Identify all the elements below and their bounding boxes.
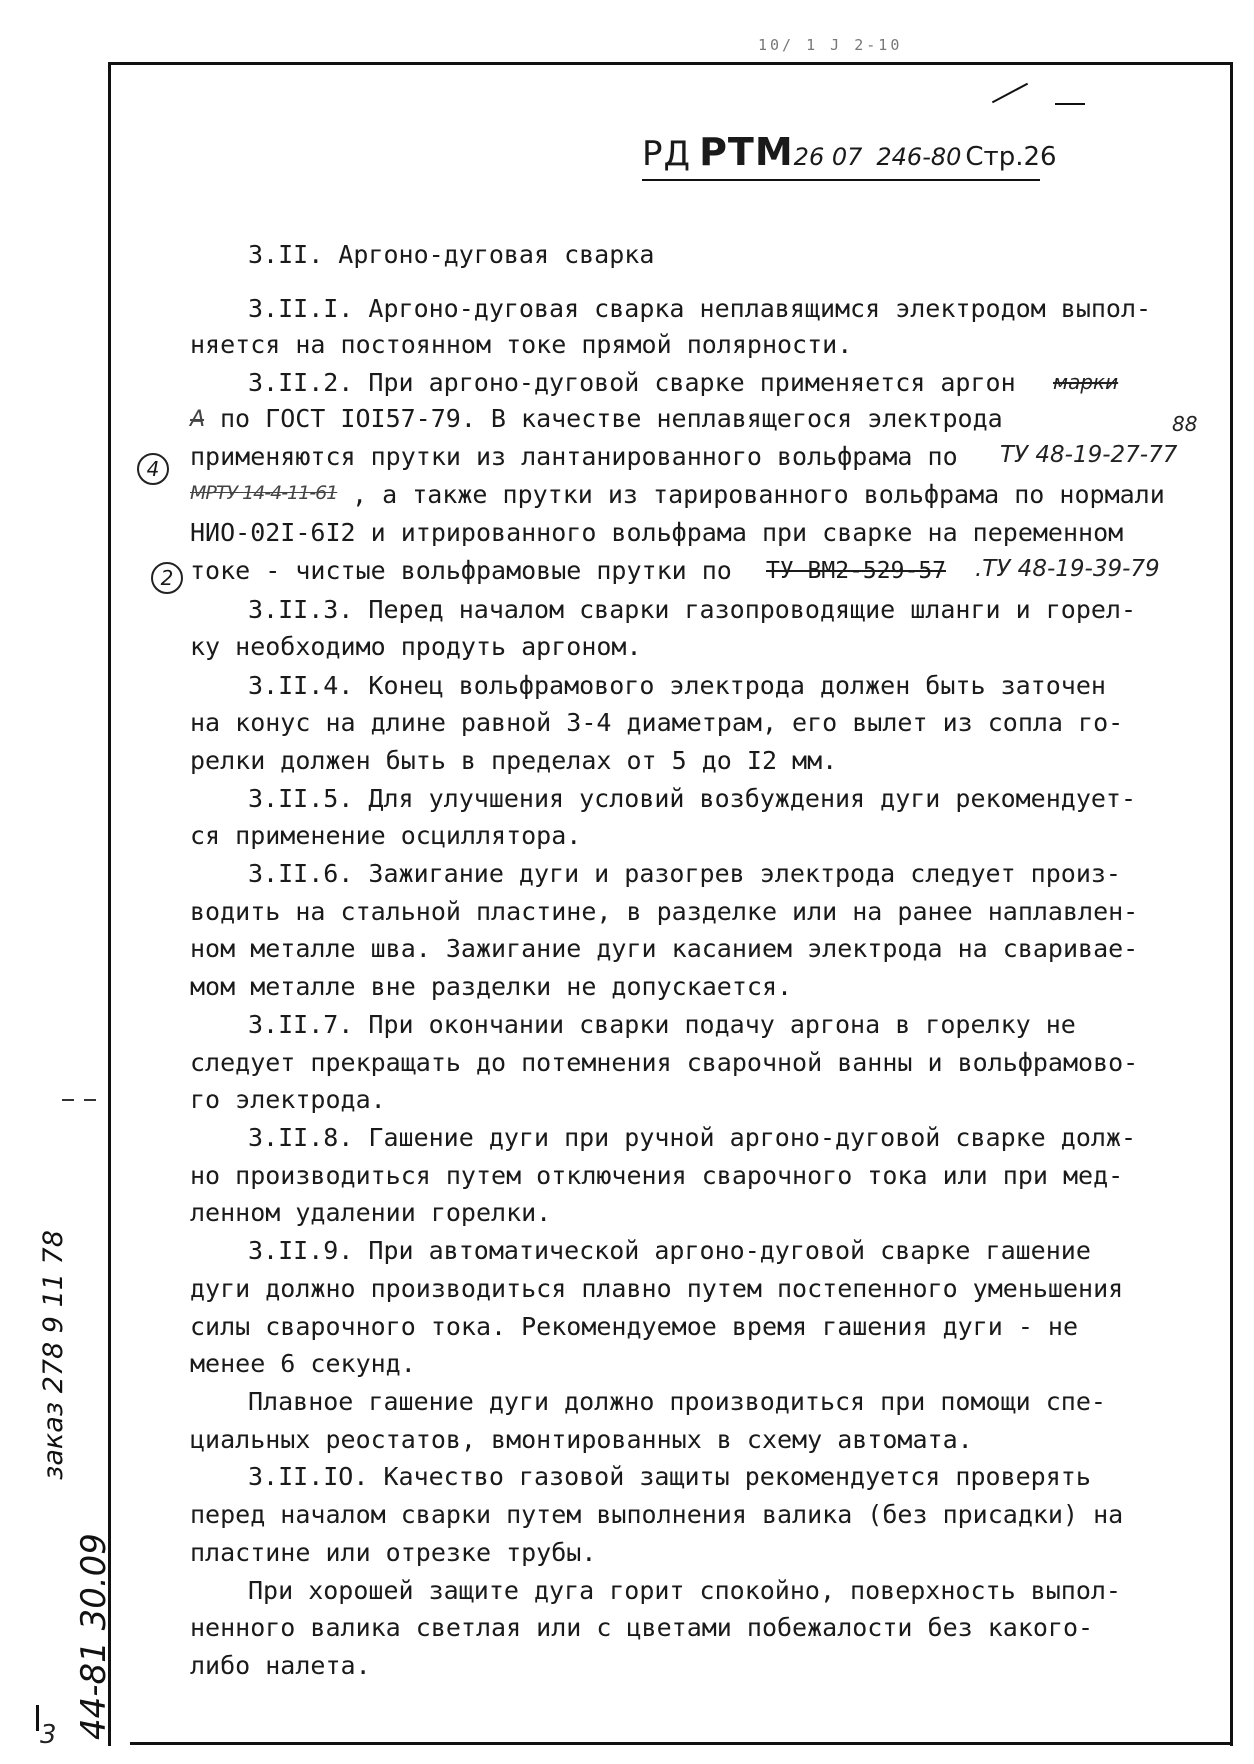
text-line: 3.II.6. Зажигание дуги и разогрев электрода следует произ-	[248, 859, 1121, 888]
struck-handwriting: марки	[1053, 370, 1119, 394]
header-doc-num-2: 246-80	[876, 143, 962, 171]
text-line: , а также прутки из тарированного вольфрама по нормали	[352, 480, 1165, 509]
text-line: 3.II.8. Гашение дуги при ручной аргоно-дуговой сварке долж-	[248, 1123, 1137, 1152]
pen-mark	[1055, 103, 1085, 105]
text-line: по ГОСТ IOI57-79. В качестве неплавящегося электрода	[220, 404, 1003, 433]
margin-stroke	[36, 1705, 39, 1731]
page-border-bottom	[130, 1742, 1233, 1745]
text-line: перед началом сварки путем выполнения валика (без присадки) на	[190, 1500, 1124, 1529]
text-line: водить на стальной пластине, в разделке или на ранее наплавлен-	[190, 897, 1139, 926]
text-line: либо налета.	[190, 1651, 371, 1680]
stray-mark	[62, 1099, 74, 1101]
text-line: 3.II.2. При аргоно-дуговой сварке применяется аргон	[248, 368, 1016, 397]
text-line: ном металле шва. Зажигание дуги касанием электрода на свариваe-	[190, 934, 1139, 963]
text-line: циальных реостатов, вмонтированных в схему автомата.	[190, 1425, 973, 1454]
text-line: ненного валика светлая или с цветами побежалости без какого-	[190, 1613, 1094, 1642]
stray-mark	[84, 1099, 96, 1101]
text-line: 3.II.IO. Качество газовой защиты рекомендуется проверять	[248, 1462, 1091, 1491]
header-rd: РД	[642, 134, 692, 174]
archive-code: 10/ 1 J 2-10	[758, 36, 903, 54]
text-line: Плавное гашение дуги должно производиться при помощи спе-	[248, 1387, 1106, 1416]
revision-circle: 4	[137, 453, 169, 485]
struck-handwriting: МРТУ 14-4-11-61	[190, 482, 338, 504]
text-line: мом металле вне разделки не допускается.	[190, 972, 793, 1001]
header-doc-num-1: 26 07	[793, 143, 863, 171]
text-line: токе - чистые вольфрамовые прутки по	[190, 556, 732, 585]
handwritten-tu: .ТУ 48-19-39-79	[975, 556, 1160, 582]
section-heading: 3.II. Аргоно-дуговая сварка	[248, 240, 655, 269]
header-rtm: РТМ	[699, 130, 794, 174]
margin-note-vertical: 44-81 30.09	[74, 1533, 114, 1740]
text-line: 3.II.9. При автоматической аргоно-дуговой сварке гашение	[248, 1236, 1091, 1265]
margin-note: 3	[40, 1720, 57, 1750]
struck-tu: ТУ ВМ2-529-57	[766, 558, 947, 584]
text-line: НИО-02I-6I2 и итрированного вольфрама при сварке на переменном	[190, 518, 1124, 547]
text-line: силы сварочного тока. Рекомендуемое время гашения дуги - не	[190, 1312, 1079, 1341]
text-line: но производиться путем отключения сварочного тока или при мед-	[190, 1161, 1124, 1190]
revision-circle: 2	[151, 562, 183, 594]
margin-note: 88	[1172, 412, 1198, 436]
header-page-label: Стр.26	[965, 142, 1057, 172]
text-line: следует прекращать до потемнения сварочной ванны и вольфрамово-	[190, 1048, 1139, 1077]
text-line: При хорошей защите дуга горит спокойно, поверхность выпол-	[248, 1576, 1121, 1605]
text-line: ку необходимо продуть аргоном.	[190, 632, 642, 661]
text-line: дуги должно производиться плавно путем постепенного уменьшения	[190, 1274, 1124, 1303]
text-line: 3.II.I. Аргоно-дуговая сварка неплавящимся электродом выпол-	[248, 294, 1152, 323]
header-underline	[642, 179, 1040, 181]
text-line: 3.II.5. Для улучшения условий возбуждения дуги рекомендует-	[248, 784, 1137, 813]
text-line: релки должен быть в пределах от 5 до I2 мм.	[190, 746, 838, 775]
text-line: на конус на длине равной 3-4 диаметрам, его вылет из сопла го-	[190, 708, 1124, 737]
text-line: ся применение осциллятора.	[190, 821, 582, 850]
text-line: пластине или отрезке трубы.	[190, 1538, 597, 1567]
document-header	[642, 130, 1057, 174]
text-line: ленном удалении горелки.	[190, 1198, 552, 1227]
struck-handwriting: А	[190, 407, 205, 432]
handwritten-tu: ТУ 48-19-27-77	[1000, 442, 1178, 468]
text-line: 3.II.7. При окончании сварки подачу аргона в горелку не	[248, 1010, 1076, 1039]
text-line: 3.II.3. Перед началом сварки газопроводящие шланги и горел-	[248, 595, 1137, 624]
margin-note-vertical: заказ 278 9 11 78	[38, 1230, 69, 1480]
text-line: менее 6 секунд.	[190, 1349, 416, 1378]
text-line: 3.II.4. Конец вольфрамового электрода должен быть заточен	[248, 671, 1106, 700]
text-line: го электрода.	[190, 1085, 386, 1114]
text-line: няется на постоянном токе прямой полярности.	[190, 330, 853, 359]
text-line: применяются прутки из лантанированного вольфрама по	[190, 442, 958, 471]
